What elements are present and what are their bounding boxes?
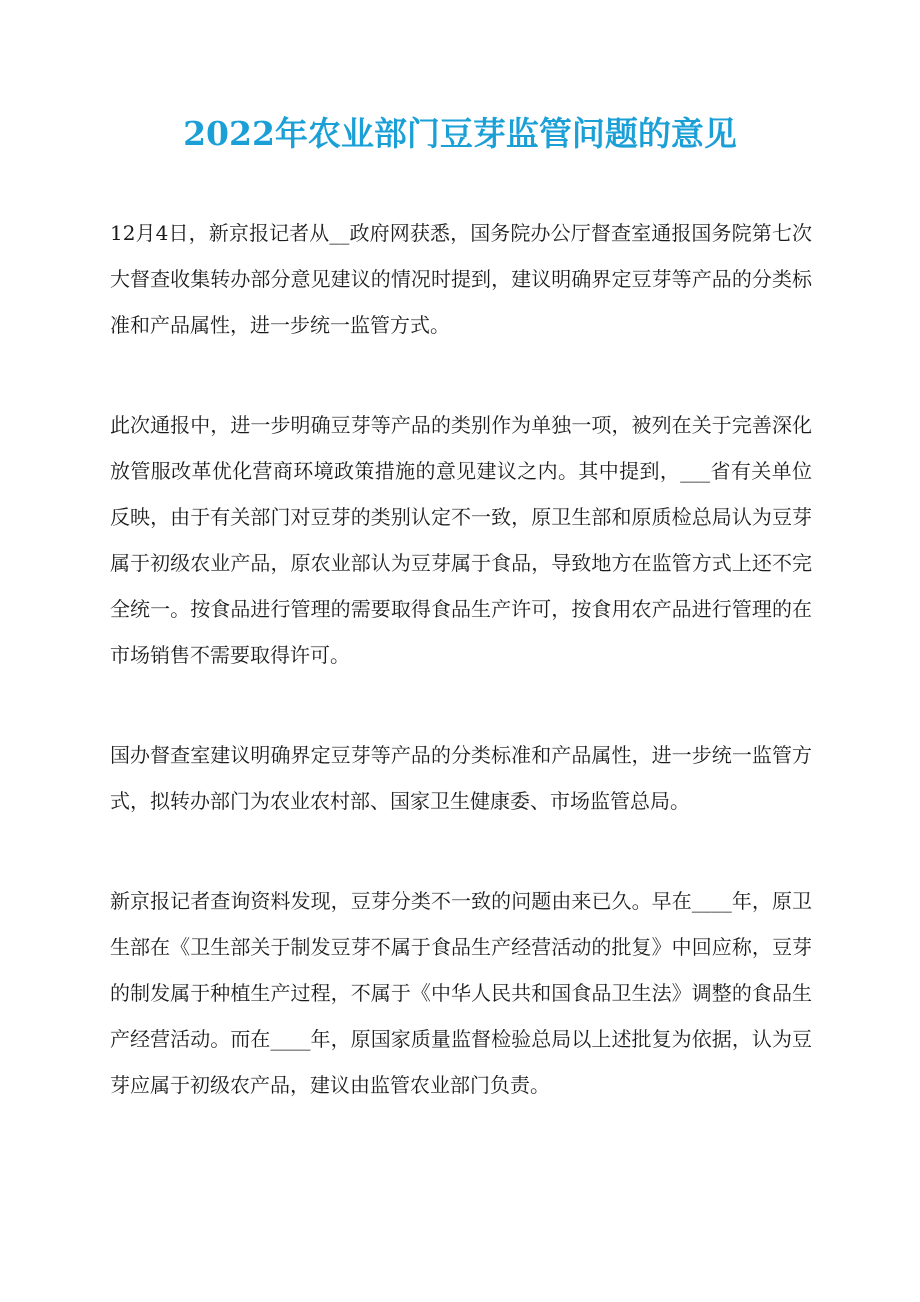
paragraph-2: 此次通报中，进一步明确豆芽等产品的类别作为单独一项，被列在关于完善深化放管服改革优化营商环境政策措施的意见建议之内。其中提到，___省有关单位反映，由于有关部门对豆芽的类别认定不一致，原卫生部和原质检总局认为豆芽属于初级农业产品，原农业部认为豆芽属于食品，导致地方在监管方式上还不完全统一。按食品进行管理的需要取得食品生产许可，按食用农产品进行管理的在市场销售不需要取得许可。	[110, 413, 812, 667]
paragraph-4: 新京报记者查询资料发现，豆芽分类不一致的问题由来已久。早在____年，原卫生部在《卫生部关于制发豆芽不属于食品生产经营活动的批复》中回应称，豆芽的制发属于种植生产过程，不属于《中华人民共和国食品卫生法》调整的食品生产经营活动。而在____年，原国家质量监督检验总局以上述批复为依据，认为豆芽应属于初级农产品，建议由监管农业部门负责。	[110, 889, 812, 1097]
paragraph-3: 国办督查室建议明确界定豆芽等产品的分类标准和产品属性，进一步统一监管方式，拟转办部门为农业农村部、国家卫生健康委、市场监管总局。	[110, 743, 812, 813]
paragraph-1: 12月4日，新京报记者从__政府网获悉，国务院办公厅督查室通报国务院第七次大督查收集转办部分意见建议的情况时提到，建议明确界定豆芽等产品的分类标准和产品属性，进一步统一监管方式。	[110, 221, 812, 337]
document-title: 2022年农业部门豆芽监管问题的意见	[183, 114, 737, 153]
